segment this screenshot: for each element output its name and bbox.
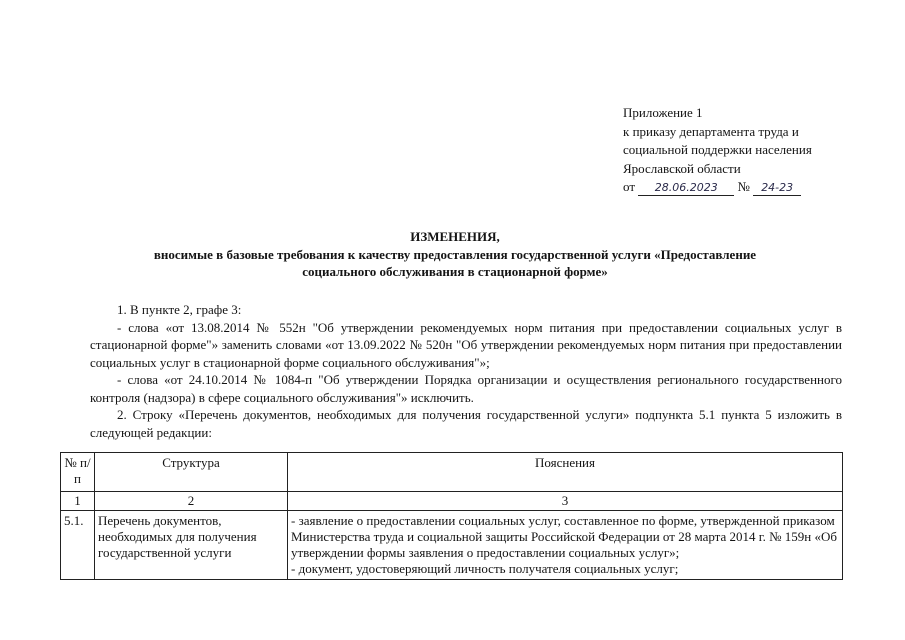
appendix-line-2: к приказу департамента труда и [623, 123, 799, 139]
row-explanation [288, 511, 843, 580]
requirements-table [60, 452, 843, 580]
paragraph-4: 2. Строку «Перечень документов, необходимых для получения государственной услуги» подпункта 5.1 пункта 5 изложить в следующей редакции: [90, 407, 842, 440]
header-number: № п/п [61, 453, 95, 492]
paragraph-2: - слова «от 13.08.2014 № 552н "Об утверждении рекомендуемых норм питания при предоставлении социальных услуг в стационарной форме"» заменить словами «от 13.09.2022 № 520н "Об утверждении рекомендуемых норм питания при предоставлении социальных услуг в стационарной форме социального обслуживания"»; [90, 319, 842, 370]
handwritten-date: 28.06.2023 [638, 181, 734, 196]
table-numbering-row [61, 492, 843, 511]
header-explanation: Пояснения [288, 453, 843, 492]
appendix-line-4: Ярославской области [623, 160, 741, 176]
column-number-2: 2 [95, 492, 288, 511]
document-title [90, 228, 820, 281]
title-line-2: вносимые в базовые требования к качеству предоставления государственной услуги «Предоставление [153, 246, 757, 262]
table-row [61, 511, 843, 580]
row-number: 5.1. [61, 511, 95, 580]
column-number-1: 1 [61, 492, 95, 511]
explanation-item-2: - документ, удостоверяющий личность получателя социальных услуг; [291, 561, 679, 576]
title-line-1: ИЗМЕНЕНИЯ, [410, 229, 500, 244]
appendix-line-1: Приложение 1 [623, 105, 703, 120]
appendix-line-3: социальной поддержки населения [623, 142, 812, 157]
explanation-item-1: - заявление о предоставлении социальных услуг, составленное по форме, утвержденной приказом Министерства труда и социальной защиты Российской Федерации от 28 марта 2014 г. № 159н «Об утверждении формы заявления о предоставлении социальных услуг»; [291, 513, 838, 560]
handwritten-number: 24-23 [753, 181, 801, 196]
table-header-row [61, 453, 843, 492]
appendix-date-line [623, 178, 893, 197]
title-line-3: социального обслуживания в стационарной форме» [302, 264, 608, 279]
column-number-3: 3 [288, 492, 843, 511]
paragraph-3: - слова «от 24.10.2014 № 1084-п "Об утверждении Порядка организации и осуществления регионального государственного контроля (надзора) в сфере социального обслуживания"» исключить. [90, 372, 842, 405]
date-prefix: от [623, 179, 636, 194]
row-structure: Перечень документов, необходимых для получения государственной услуги [95, 511, 288, 580]
paragraph-1: 1. В пункте 2, графе 3: [117, 302, 242, 317]
number-prefix: № [737, 179, 750, 194]
appendix-block [623, 104, 893, 197]
header-structure: Структура [95, 453, 288, 492]
body-text [90, 301, 842, 441]
